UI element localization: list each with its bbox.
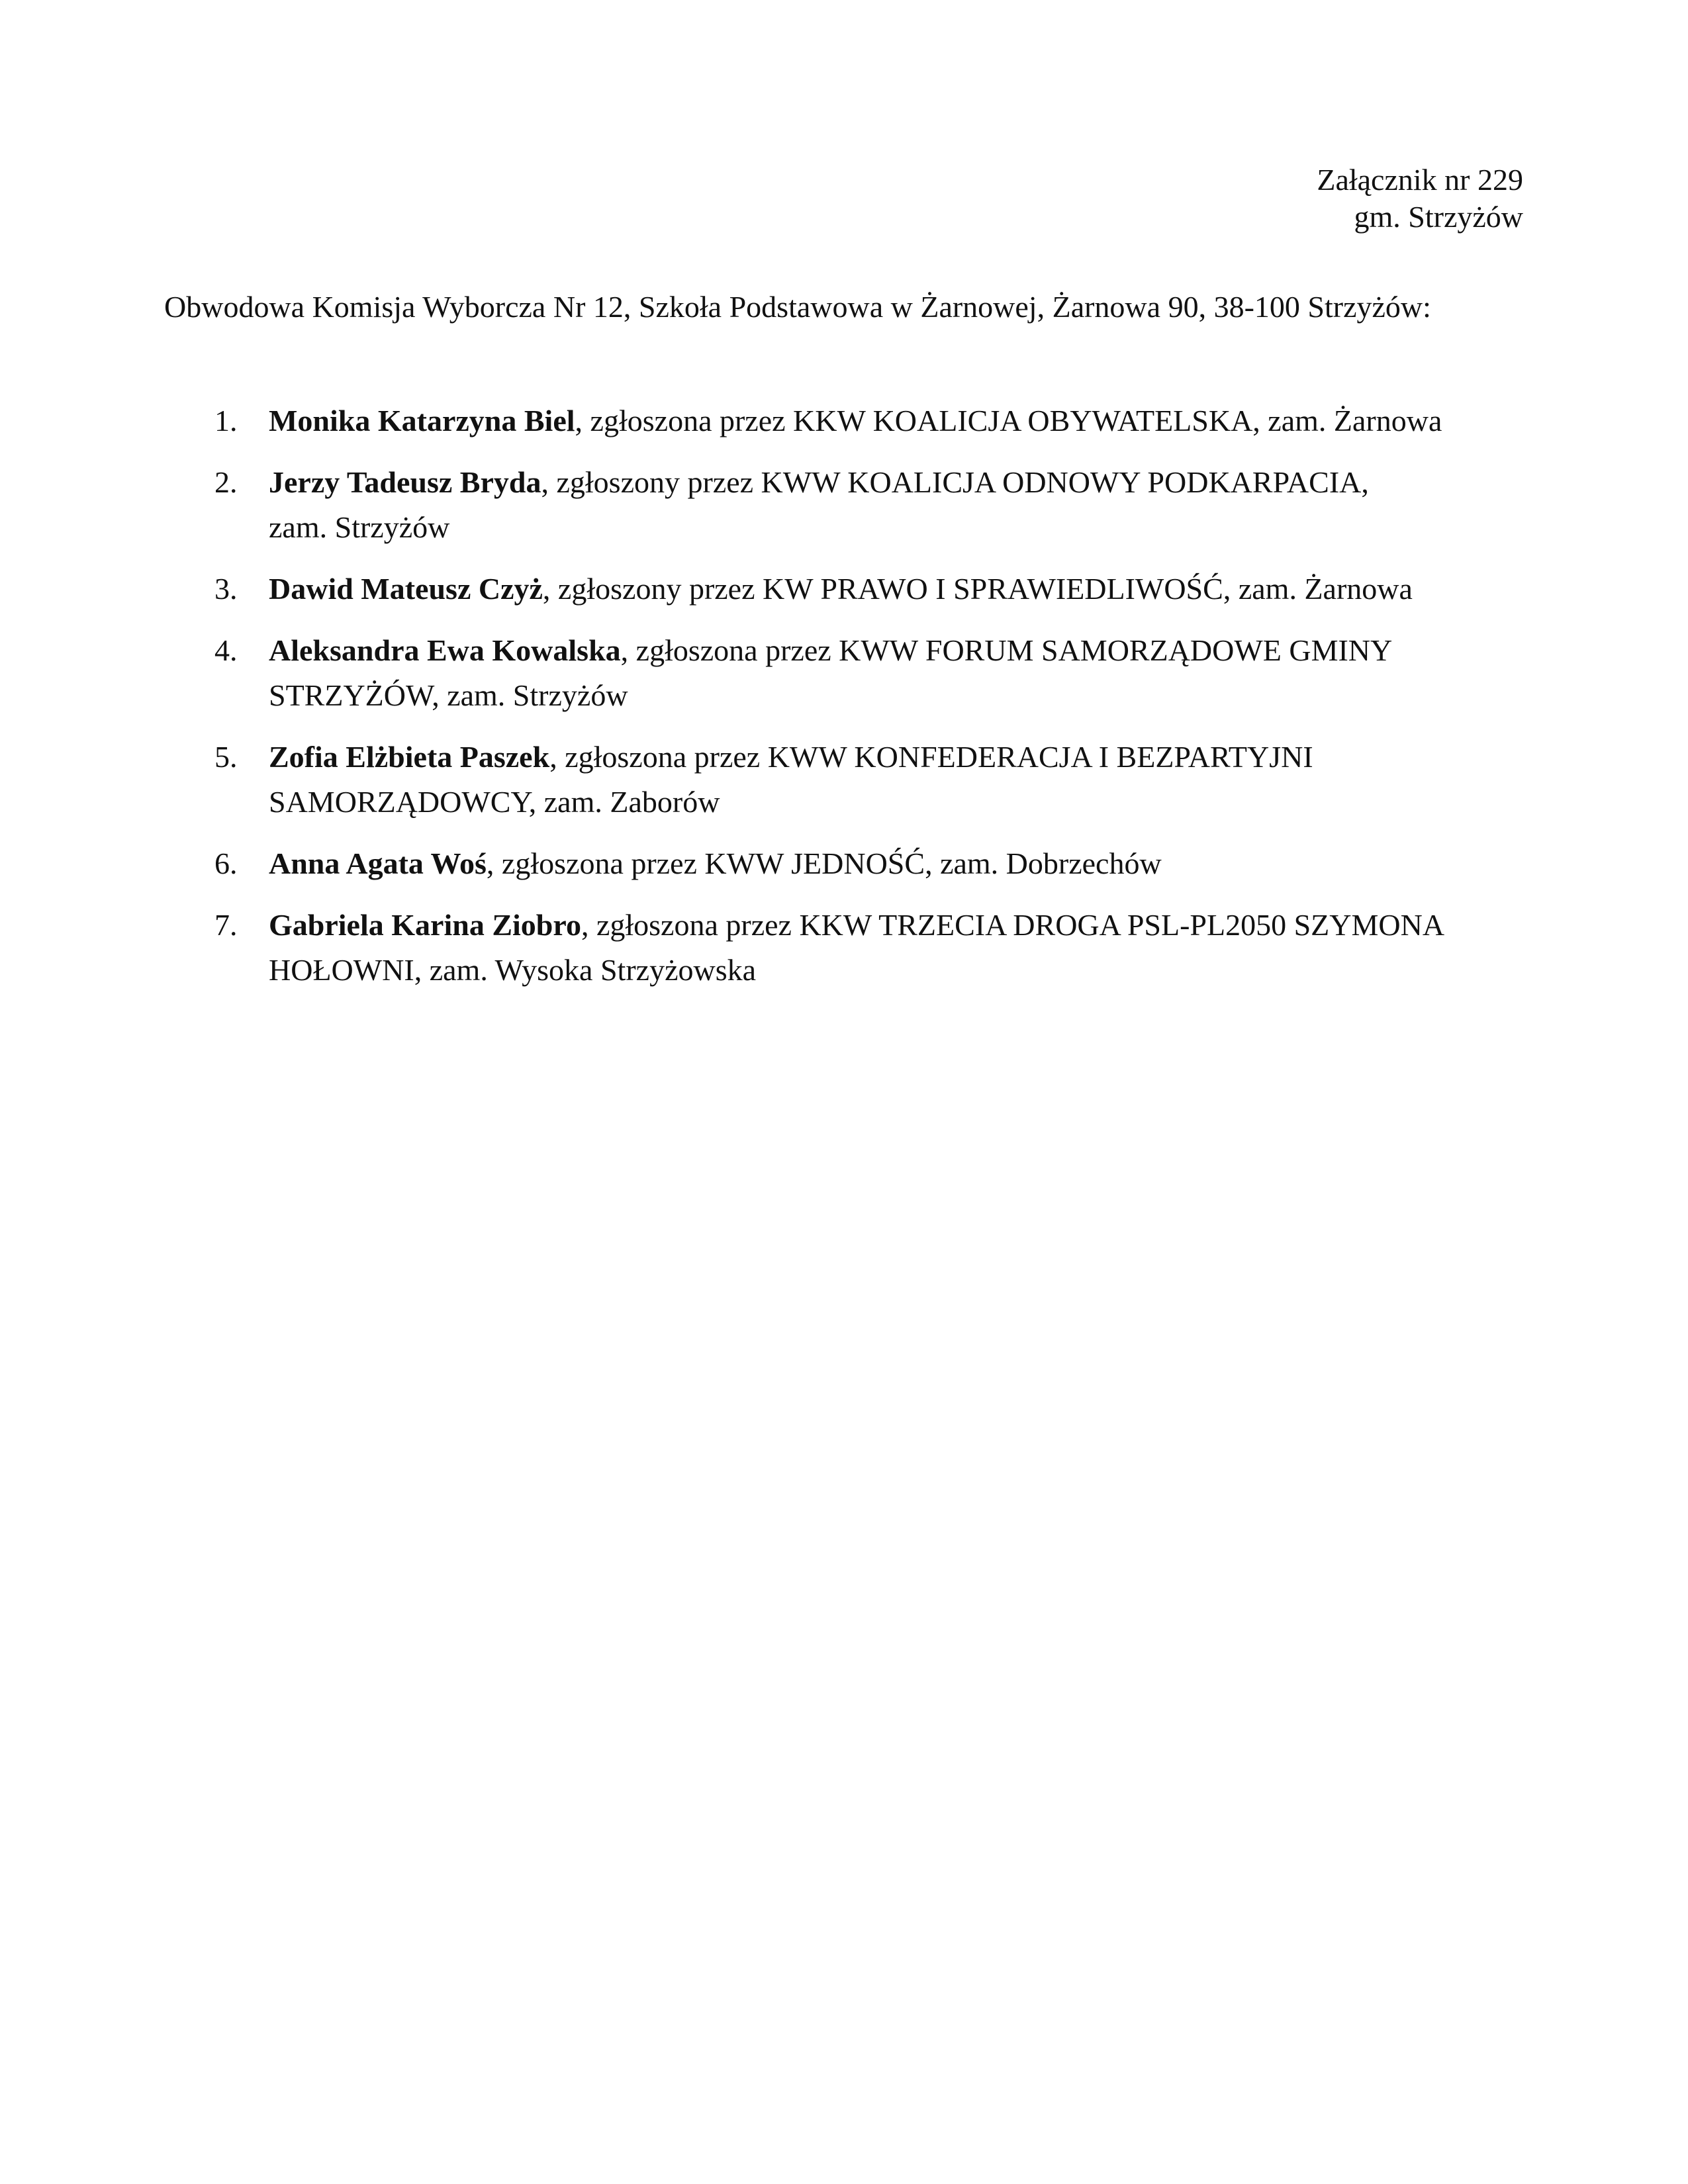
list-item-number: 4. <box>214 633 238 667</box>
list-item-number: 3. <box>214 572 238 606</box>
list-item <box>164 398 1528 443</box>
list-item <box>164 460 1528 550</box>
annex-number: Załącznik nr 229 <box>1317 163 1523 197</box>
commission-heading: Obwodowa Komisja Wyborcza Nr 12, Szkoła Podstawowa w Żarnowej, Żarnowa 90, 38-100 Strzyżów: <box>164 290 1431 324</box>
list-item <box>164 841 1528 886</box>
list-item <box>164 628 1528 718</box>
municipality-label: gm. Strzyżów <box>1354 200 1523 234</box>
annex-header <box>1317 161 1523 236</box>
list-item <box>164 903 1528 993</box>
member-details: , zgłoszony przez KWW KOALICJA ODNOWY PODKARPACIA, <box>541 465 1369 499</box>
members-list <box>164 398 1528 1009</box>
member-details: , zgłoszona przez KWW KONFEDERACJA I BEZPARTYJNI <box>549 740 1313 774</box>
member-details-continued: HOŁOWNI, zam. Wysoka Strzyżowska <box>269 953 757 987</box>
list-item-number: 6. <box>214 846 238 880</box>
member-name: Dawid Mateusz Czyż <box>269 572 543 606</box>
list-item-number: 1. <box>214 404 238 437</box>
member-details-continued: zam. Strzyżów <box>269 510 450 544</box>
member-details: , zgłoszona przez KWW JEDNOŚĆ, zam. Dobrzechów <box>486 846 1162 880</box>
member-details: , zgłoszona przez KKW TRZECIA DROGA PSL-PL2050 SZYMONA <box>581 908 1445 942</box>
list-item-number: 2. <box>214 465 238 499</box>
member-details: , zgłoszony przez KW PRAWO I SPRAWIEDLIWOŚĆ, zam. Żarnowa <box>542 572 1413 606</box>
member-name: Aleksandra Ewa Kowalska <box>269 633 621 667</box>
member-name: Jerzy Tadeusz Bryda <box>269 465 541 499</box>
member-details-continued: STRZYŻÓW, zam. Strzyżów <box>269 678 628 712</box>
member-name: Gabriela Karina Ziobro <box>269 908 581 942</box>
list-item <box>164 735 1528 825</box>
list-item-number: 7. <box>214 908 238 942</box>
member-name: Monika Katarzyna Biel <box>269 404 575 437</box>
list-item <box>164 567 1528 612</box>
member-details-continued: SAMORZĄDOWCY, zam. Zaborów <box>269 785 720 819</box>
member-name: Anna Agata Woś <box>269 846 487 880</box>
member-details: , zgłoszona przez KKW KOALICJA OBYWATELSKA, zam. Żarnowa <box>575 404 1442 437</box>
list-item-number: 5. <box>214 740 238 774</box>
member-details: , zgłoszona przez KWW FORUM SAMORZĄDOWE GMINY <box>620 633 1393 667</box>
member-name: Zofia Elżbieta Paszek <box>269 740 550 774</box>
